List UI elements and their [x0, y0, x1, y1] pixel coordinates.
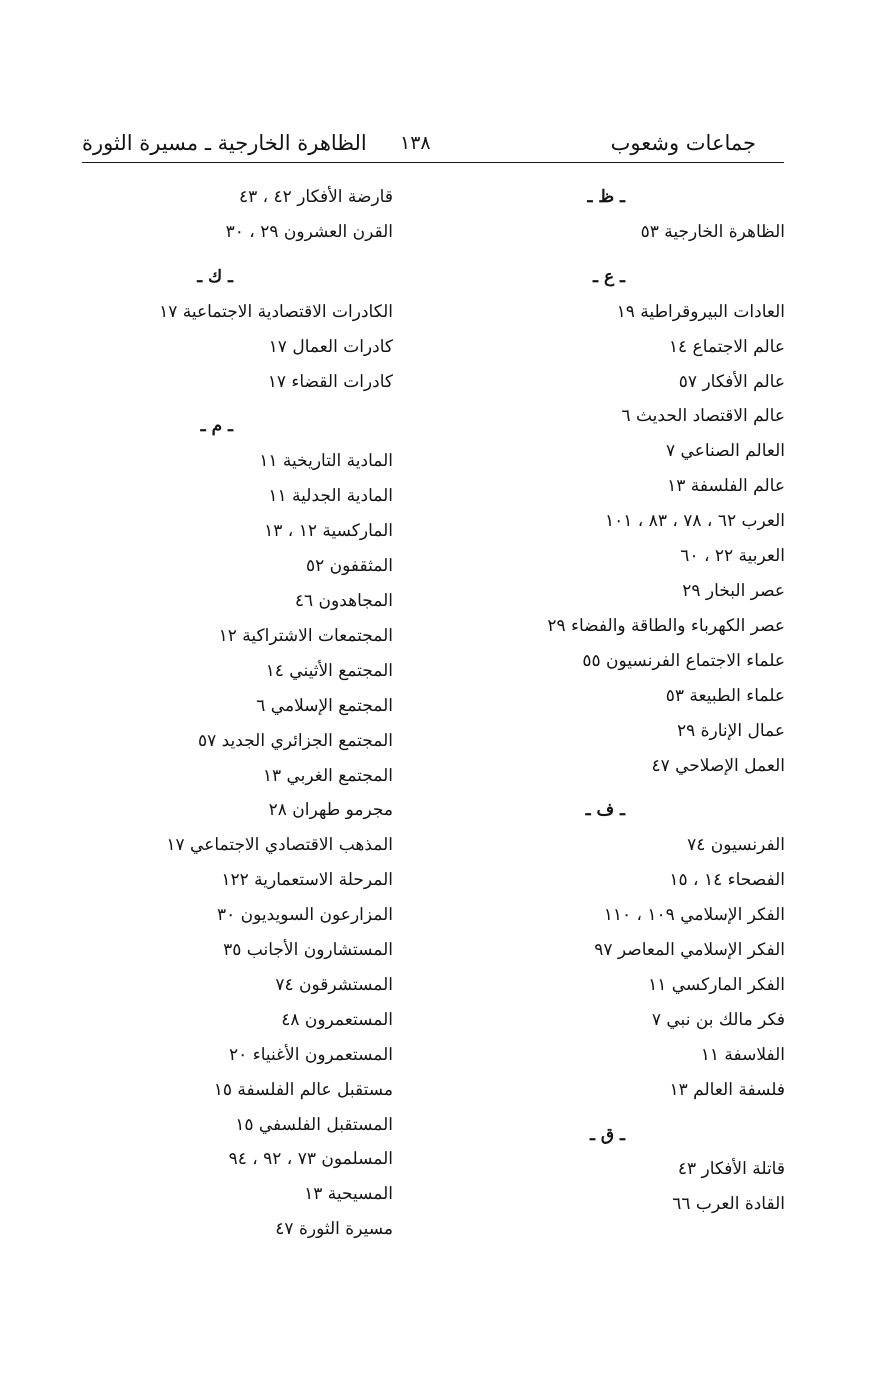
- index-entry: فكر مالك بن نبي ٧: [651, 1009, 785, 1030]
- header-rule: [82, 162, 784, 163]
- index-entry: العادات البيروقراطية ١٩: [616, 301, 785, 322]
- index-entry: الفرنسيون ٧٤: [687, 835, 785, 856]
- index-entry: علماء الاجتماع الفرنسيون ٥٥: [582, 650, 785, 671]
- index-entry: المادية التاريخية ١١: [259, 451, 393, 472]
- index-column-right: [485, 180, 785, 1222]
- index-entry: الفكر الإسلامي المعاصر ٩٧: [594, 940, 785, 961]
- section-gap: [485, 783, 785, 793]
- index-entry: المجاهدون ٤٦: [294, 590, 393, 611]
- index-entry: المادية الجدلية ١١: [268, 486, 393, 507]
- book-title: جماعات وشعوب: [610, 131, 756, 155]
- index-entry: المجتمع الغربي ١٣: [262, 765, 393, 786]
- index-entry: المستشارون الأجانب ٣٥: [223, 940, 393, 961]
- index-entry: القرن العشرون ٢٩ ، ٣٠: [225, 221, 393, 242]
- index-entry: عالم الفلسفة ١٣: [667, 476, 785, 497]
- index-entry: المستعمرون ٤٨: [281, 1009, 393, 1030]
- letter-heading: ـ ظ ـ: [587, 187, 625, 207]
- index-entry: المسلمون ٧٣ ، ٩٢ ، ٩٤: [228, 1149, 393, 1170]
- index-entry: المجتمع الإسلامي ٦: [256, 695, 393, 716]
- index-entry: الظاهرة الخارجية ٥٣: [640, 221, 785, 242]
- section-gap: [485, 1108, 785, 1118]
- index-entry: عالم الاقتصاد الحديث ٦: [621, 406, 785, 427]
- index-entry: العالم الصناعي ٧: [666, 441, 785, 462]
- index-entry: الكادرات الاقتصادية الاجتماعية ١٧: [159, 301, 393, 322]
- index-entry: العرب ٦٢ ، ٧٨ ، ٨٣ ، ١٠١: [605, 511, 785, 532]
- index-entry: عصر البخار ٢٩: [682, 580, 785, 601]
- index-entry: قارضة الأفكار ٤٢ ، ٤٣: [238, 187, 393, 207]
- letter-heading: ـ ع ـ: [593, 266, 625, 287]
- index-entry: عمال الإنارة ٢٩: [676, 720, 785, 741]
- index-entry: فلسفة العالم ١٣: [669, 1079, 785, 1100]
- index-entry: عالم الأفكار ٥٧: [678, 371, 785, 392]
- page-number: ١٣٨: [400, 132, 431, 154]
- index-range: الظاهرة الخارجية ـ مسيرة الثورة: [82, 131, 367, 155]
- index-entry: مستقبل عالم الفلسفة ١٥: [213, 1079, 393, 1100]
- letter-heading: ـ ف ـ: [585, 800, 625, 821]
- section-gap: [485, 250, 785, 260]
- index-entry: العربية ٢٢ ، ٦٠: [680, 546, 785, 567]
- section-gap: [73, 399, 393, 409]
- letter-heading: ـ ق ـ: [590, 1124, 625, 1145]
- index-entry: المذهب الاقتصادي الاجتماعي ١٧: [166, 835, 393, 856]
- index-entry: كادرات القضاء ١٧: [267, 371, 393, 392]
- index-entry: المستقبل الفلسفي ١٥: [235, 1114, 393, 1135]
- letter-heading: ـ م ـ: [200, 416, 233, 437]
- index-entry: المثقفون ٥٢: [306, 556, 393, 577]
- running-header: [82, 126, 784, 162]
- index-entry: علماء الطبيعة ٥٣: [665, 685, 785, 706]
- letter-heading: ـ ك ـ: [197, 266, 233, 287]
- index-entry: الماركسية ١٢ ، ١٣: [264, 521, 393, 542]
- index-entry: المجتمع الجزائري الجديد ٥٧: [197, 730, 393, 751]
- index-entry: الفكر الإسلامي ١٠٩ ، ١١٠: [603, 905, 785, 926]
- index-entry: كادرات العمال ١٧: [268, 336, 393, 357]
- index-entry: المجتمع الأثيني ١٤: [265, 660, 393, 681]
- index-entry: الفصحاء ١٤ ، ١٥: [669, 870, 785, 891]
- index-entry: العمل الإصلاحي ٤٧: [651, 755, 785, 776]
- index-entry: المستعمرون الأغنياء ٢٠: [229, 1044, 393, 1065]
- index-column-left: [73, 180, 393, 1247]
- index-entry: قاتلة الأفكار ٤٣: [677, 1159, 785, 1180]
- index-entry: مسيرة الثورة ٤٧: [275, 1219, 393, 1240]
- index-entry: المسيحية ١٣: [304, 1184, 393, 1205]
- index-entry: عصر الكهرباء والطاقة والفضاء ٢٩: [547, 615, 785, 636]
- index-entry: الفلاسفة ١١: [700, 1044, 785, 1065]
- index-entry: المجتمعات الاشتراكية ١٢: [218, 625, 393, 646]
- index-entry: الفكر الماركسي ١١: [648, 974, 785, 995]
- index-entry: المستشرقون ٧٤: [275, 974, 393, 995]
- index-entry: المرحلة الاستعمارية ١٢٢: [221, 870, 393, 891]
- section-gap: [73, 250, 393, 260]
- index-entry: القادة العرب ٦٦: [672, 1194, 785, 1215]
- index-entry: مجرمو طهران ٢٨: [268, 800, 393, 821]
- index-entry: عالم الاجتماع ١٤: [668, 336, 785, 357]
- index-entry: المزارعون السويديون ٣٠: [216, 905, 393, 926]
